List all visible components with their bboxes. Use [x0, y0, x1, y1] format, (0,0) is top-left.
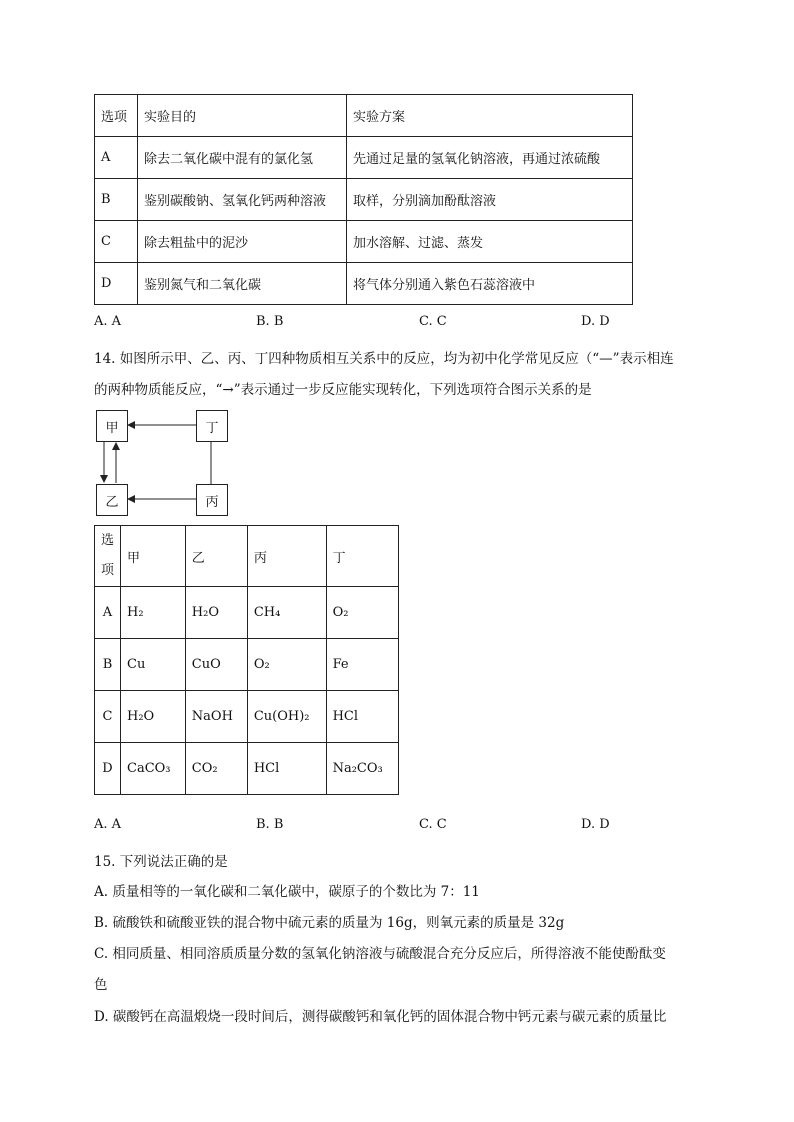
- question-15-option-c[interactable]: C. 相同质量、相同溶质质量分数的氢氧化钠溶液与硫酸混合充分反应后，所得溶液不能使酚酞变: [94, 946, 666, 962]
- table-row: [95, 179, 633, 221]
- header-cell: 乙: [185, 526, 247, 587]
- header-cell: 丁: [326, 526, 398, 587]
- option-b[interactable]: B. B: [256, 817, 284, 832]
- experiment-table: [94, 94, 633, 305]
- table-cell: 鉴别氮气和二氧化碳: [138, 263, 347, 305]
- table-cell: Cu: [121, 639, 186, 691]
- question-15-option-c-cont: 色: [94, 977, 108, 993]
- table-cell: H₂: [121, 587, 186, 639]
- table-cell: O₂: [247, 639, 326, 691]
- header-cell: 实验方案: [347, 95, 633, 137]
- header-cell: [95, 526, 121, 587]
- table-header-row: [95, 526, 399, 587]
- table-cell: 鉴别碳酸钠、氢氧化钙两种溶液: [138, 179, 347, 221]
- table-row: [95, 263, 633, 305]
- table-cell: 除去粗盐中的泥沙: [138, 221, 347, 263]
- table-cell: CaCO₃: [121, 743, 186, 795]
- table-cell: A: [95, 137, 138, 179]
- option-c[interactable]: C. C: [419, 817, 447, 832]
- header-cell: 实验目的: [138, 95, 347, 137]
- option-a[interactable]: A. A: [94, 817, 122, 832]
- substance-table: [94, 525, 399, 795]
- header-cell: 丙: [247, 526, 326, 587]
- table-cell: CH₄: [247, 587, 326, 639]
- table-cell: 先通过足量的氢氧化钠溶液，再通过浓硫酸: [347, 137, 633, 179]
- node-yi: 乙: [96, 484, 128, 516]
- table-cell: H₂O: [121, 691, 186, 743]
- question-15-option-a[interactable]: A. 质量相等的一氧化碳和二氧化碳中，碳原子的个数比为 7：11: [94, 884, 480, 900]
- table-cell: C: [95, 221, 138, 263]
- question-15-option-d[interactable]: D. 碳酸钙在高温煅烧一段时间后，测得碳酸钙和氧化钙的固体混合物中钙元素与碳元素的质量比: [94, 1009, 667, 1025]
- table-cell: 取样，分别滴加酚酞溶液: [347, 179, 633, 221]
- table-cell: B: [95, 639, 121, 691]
- table-row: [95, 221, 633, 263]
- node-bing: 丙: [196, 484, 228, 516]
- table-row: [95, 639, 399, 691]
- question-14-line2: 的两种物质能反应，“→”表示通过一步反应能实现转化，下列选项符合图示关系的是: [94, 382, 592, 398]
- table-cell: Fe: [326, 639, 398, 691]
- option-d[interactable]: D. D: [581, 817, 610, 832]
- node-jia: 甲: [96, 410, 128, 442]
- header-cell: 选项: [95, 95, 138, 137]
- table-cell: A: [95, 587, 121, 639]
- table-cell: Na₂CO₃: [326, 743, 398, 795]
- reaction-diagram: [94, 408, 234, 518]
- table-cell: B: [95, 179, 138, 221]
- question-14-line1: 14. 如图所示甲、乙、丙、丁四种物质相互关系中的反应，均为初中化学常见反应（“—”表示相连: [94, 351, 674, 367]
- table-cell: HCl: [326, 691, 398, 743]
- header-option-label: 选项: [100, 533, 114, 578]
- answer-options: [94, 314, 654, 332]
- table-row: [95, 691, 399, 743]
- table-cell: D: [95, 263, 138, 305]
- option-c[interactable]: C. C: [419, 314, 447, 329]
- table-cell: C: [95, 691, 121, 743]
- table-cell: HCl: [247, 743, 326, 795]
- table-cell: 除去二氧化碳中混有的氯化氢: [138, 137, 347, 179]
- table-header-row: [95, 95, 633, 137]
- option-b[interactable]: B. B: [256, 314, 284, 329]
- table-cell: CuO: [185, 639, 247, 691]
- table-cell: NaOH: [185, 691, 247, 743]
- table-cell: 将气体分别通入紫色石蕊溶液中: [347, 263, 633, 305]
- table-cell: Cu(OH)₂: [247, 691, 326, 743]
- table-cell: H₂O: [185, 587, 247, 639]
- node-ding: 丁: [196, 410, 228, 442]
- table-cell: 加水溶解、过滤、蒸发: [347, 221, 633, 263]
- header-cell: 甲: [121, 526, 186, 587]
- question-15-stem: 15. 下列说法正确的是: [94, 854, 228, 870]
- table-row: [95, 587, 399, 639]
- answer-options: [94, 817, 654, 835]
- table-cell: D: [95, 743, 121, 795]
- table-row: [95, 137, 633, 179]
- option-d[interactable]: D. D: [581, 314, 610, 329]
- table-cell: O₂: [326, 587, 398, 639]
- question-15-option-b[interactable]: B. 硫酸铁和硫酸亚铁的混合物中硫元素的质量为 16g，则氧元素的质量是 32g: [94, 915, 565, 931]
- option-a[interactable]: A. A: [94, 314, 122, 329]
- table-row: [95, 743, 399, 795]
- table-cell: CO₂: [185, 743, 247, 795]
